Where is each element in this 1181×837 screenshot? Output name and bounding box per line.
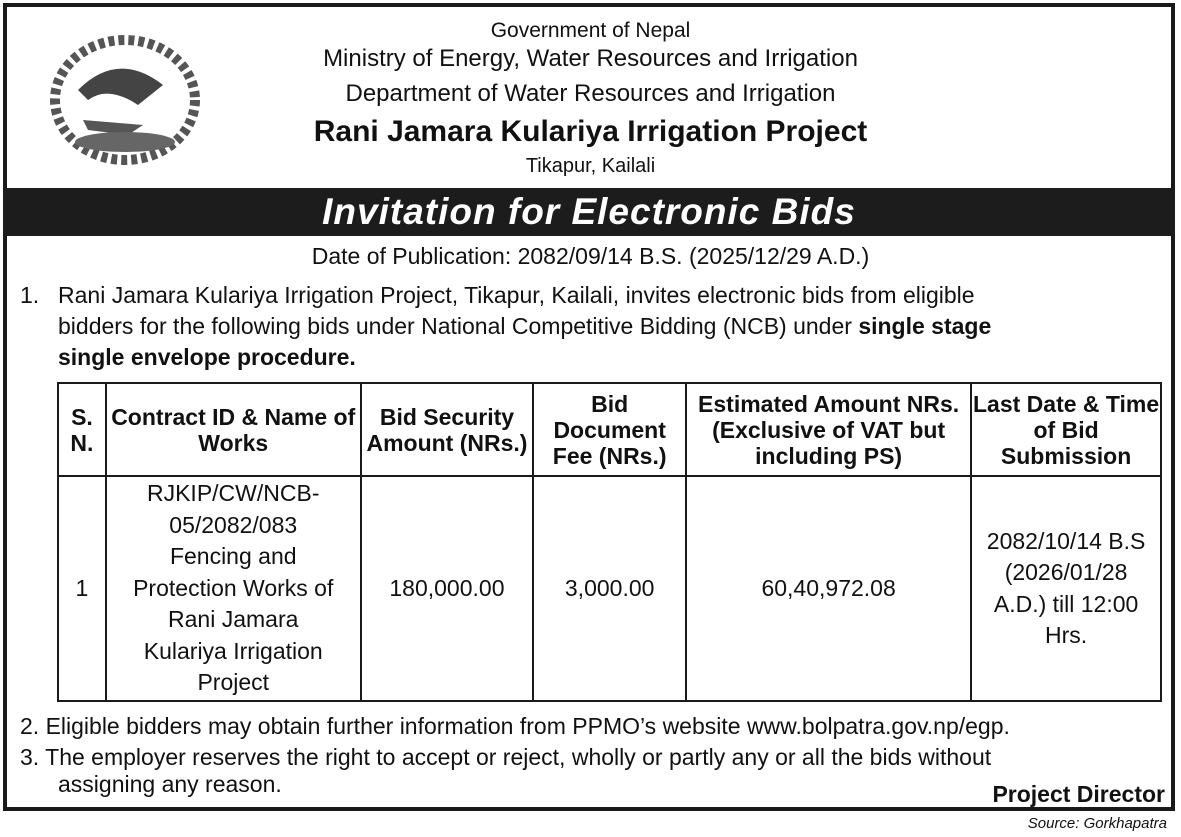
signatory: Project Director [992, 781, 1165, 807]
publication-date: Date of Publication: 2082/09/14 B.S. (2025/12/29 A.D.) [311, 243, 870, 269]
cell-estimated: 60,40,972.08 [686, 476, 971, 701]
col-sn: S. N. [58, 383, 106, 476]
para3-line1: 3. The employer reserves the right to accept or reject, wholly or partly any or all the bids without [20, 744, 992, 770]
project-name: Rani Jamara Kulariya Irrigation Project [313, 115, 868, 148]
notice-title: Invitation for Electronic Bids [3, 188, 1175, 236]
col-estimated: Estimated Amount NRs. (Exclusive of VAT but including PS) [686, 383, 971, 476]
para2: 2. Eligible bidders may obtain further information from PPMO’s website www.bolpatra.gov.np/egp. [20, 713, 1010, 739]
col-doc-fee: Bid Document Fee (NRs.) [533, 383, 686, 476]
col-contract: Contract ID & Name of Works [106, 383, 361, 476]
department-name: Department of Water Resources and Irrigation [345, 80, 836, 107]
cell-sn: 1 [58, 476, 106, 701]
para1-number: 1. [20, 282, 40, 308]
bids-table [57, 382, 1162, 702]
gov-name: Government of Nepal [490, 19, 691, 42]
ministry-name: Ministry of Energy, Water Resources and Irrigation [323, 45, 858, 72]
col-last-date: Last Date & Time of Bid Submission [971, 383, 1161, 476]
para3-line2: assigning any reason. [58, 771, 282, 797]
cell-contract: RJKIP/CW/NCB-05/2082/083 Fencing and Protection Works of Rani Jamara Kulariya Irrigation Project [106, 476, 361, 701]
location: Tikapur, Kailali [525, 155, 656, 177]
table-header-row [58, 383, 1161, 476]
table-row [58, 476, 1161, 701]
para1-line1: Rani Jamara Kulariya Irrigation Project, Tikapur, Kailali, invites electronic bids from eligible [58, 282, 975, 308]
cell-last-date: 2082/10/14 B.S (2026/01/28 A.D.) till 12:00 Hrs. [971, 476, 1161, 701]
col-bid-security: Bid Security Amount (NRs.) [361, 383, 534, 476]
cell-bid-security: 180,000.00 [361, 476, 534, 701]
para1-line2: bidders for the following bids under National Competitive Bidding (NCB) under [58, 313, 859, 339]
para1-line3: single envelope procedure. [58, 344, 356, 370]
source-credit: Source: Gorkhapatra [1027, 815, 1167, 832]
cell-doc-fee: 3,000.00 [533, 476, 686, 701]
para1-bold: single stage [858, 313, 992, 339]
